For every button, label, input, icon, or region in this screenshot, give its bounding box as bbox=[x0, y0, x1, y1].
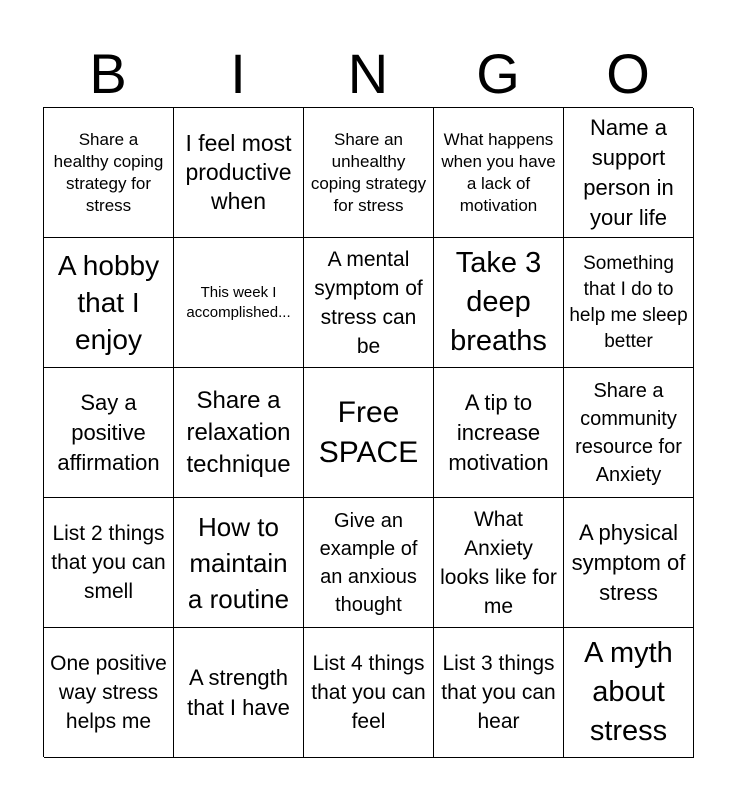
cell-text: A tip to increase motivation bbox=[448, 389, 549, 475]
bingo-cell[interactable] bbox=[174, 368, 304, 498]
cell-text: A strength that I have bbox=[187, 664, 290, 720]
header-letter-g: G bbox=[476, 42, 520, 105]
cell-text: I feel most productive when bbox=[185, 130, 292, 214]
cell-text: What Anxiety looks like for me bbox=[440, 507, 557, 618]
header-letter-i: I bbox=[230, 42, 246, 105]
free-space-cell[interactable] bbox=[304, 368, 434, 498]
cell-text: List 4 things that you can feel bbox=[311, 652, 426, 733]
cell-text: Share a community resource for Anxiety bbox=[575, 379, 682, 486]
cell-text: This week I accomplished... bbox=[186, 283, 291, 321]
cell-text: Share an unhealthy coping strategy for stress bbox=[310, 129, 427, 215]
cell-text: What happens when you have a lack of motivation bbox=[441, 129, 556, 215]
bingo-cell[interactable] bbox=[564, 628, 694, 758]
free-space-text: Free SPACE bbox=[318, 395, 419, 469]
header-letter-o: O bbox=[606, 42, 650, 105]
cell-text: Share a healthy coping strategy for stress bbox=[53, 129, 164, 215]
bingo-cell[interactable] bbox=[44, 498, 174, 628]
cell-text: Say a positive affirmation bbox=[57, 389, 160, 475]
bingo-cell[interactable] bbox=[564, 238, 694, 368]
cell-text: A hobby that I enjoy bbox=[57, 250, 160, 355]
bingo-cell[interactable] bbox=[564, 368, 694, 498]
cell-text: One positive way stress helps me bbox=[50, 652, 167, 733]
bingo-cell[interactable] bbox=[434, 238, 564, 368]
bingo-header bbox=[43, 40, 693, 108]
bingo-cell[interactable] bbox=[434, 108, 564, 238]
cell-text: Something that I do to help me sleep better bbox=[569, 252, 688, 352]
bingo-cell[interactable] bbox=[304, 628, 434, 758]
cell-text: Take 3 deep breaths bbox=[450, 247, 547, 357]
bingo-cell[interactable] bbox=[304, 498, 434, 628]
bingo-cell[interactable] bbox=[174, 498, 304, 628]
cell-text: A mental symptom of stress can be bbox=[314, 247, 423, 358]
bingo-cell[interactable] bbox=[44, 628, 174, 758]
cell-text: How to maintain a routine bbox=[187, 511, 290, 614]
bingo-cell[interactable] bbox=[174, 108, 304, 238]
bingo-grid bbox=[43, 107, 693, 757]
bingo-cell[interactable] bbox=[434, 628, 564, 758]
bingo-cell[interactable] bbox=[174, 238, 304, 368]
bingo-cell[interactable] bbox=[564, 498, 694, 628]
cell-text: Share a relaxation technique bbox=[186, 386, 291, 478]
cell-text: A physical symptom of stress bbox=[571, 519, 686, 605]
bingo-cell[interactable] bbox=[434, 368, 564, 498]
bingo-cell[interactable] bbox=[304, 238, 434, 368]
bingo-cell[interactable] bbox=[304, 108, 434, 238]
header-letter-n: N bbox=[347, 42, 389, 105]
bingo-cell[interactable] bbox=[44, 368, 174, 498]
cell-text: Give an example of an anxious thought bbox=[319, 509, 418, 616]
bingo-cell[interactable] bbox=[44, 238, 174, 368]
cell-text: A myth about stress bbox=[584, 637, 673, 747]
cell-text: Name a support person in your life bbox=[583, 114, 674, 230]
bingo-cell[interactable] bbox=[174, 628, 304, 758]
cell-text: List 3 things that you can hear bbox=[441, 652, 556, 733]
header-letter-b: B bbox=[89, 42, 127, 105]
cell-text: List 2 things that you can smell bbox=[51, 522, 166, 603]
bingo-cell[interactable] bbox=[434, 498, 564, 628]
bingo-cell[interactable] bbox=[44, 108, 174, 238]
bingo-cell[interactable] bbox=[564, 108, 694, 238]
